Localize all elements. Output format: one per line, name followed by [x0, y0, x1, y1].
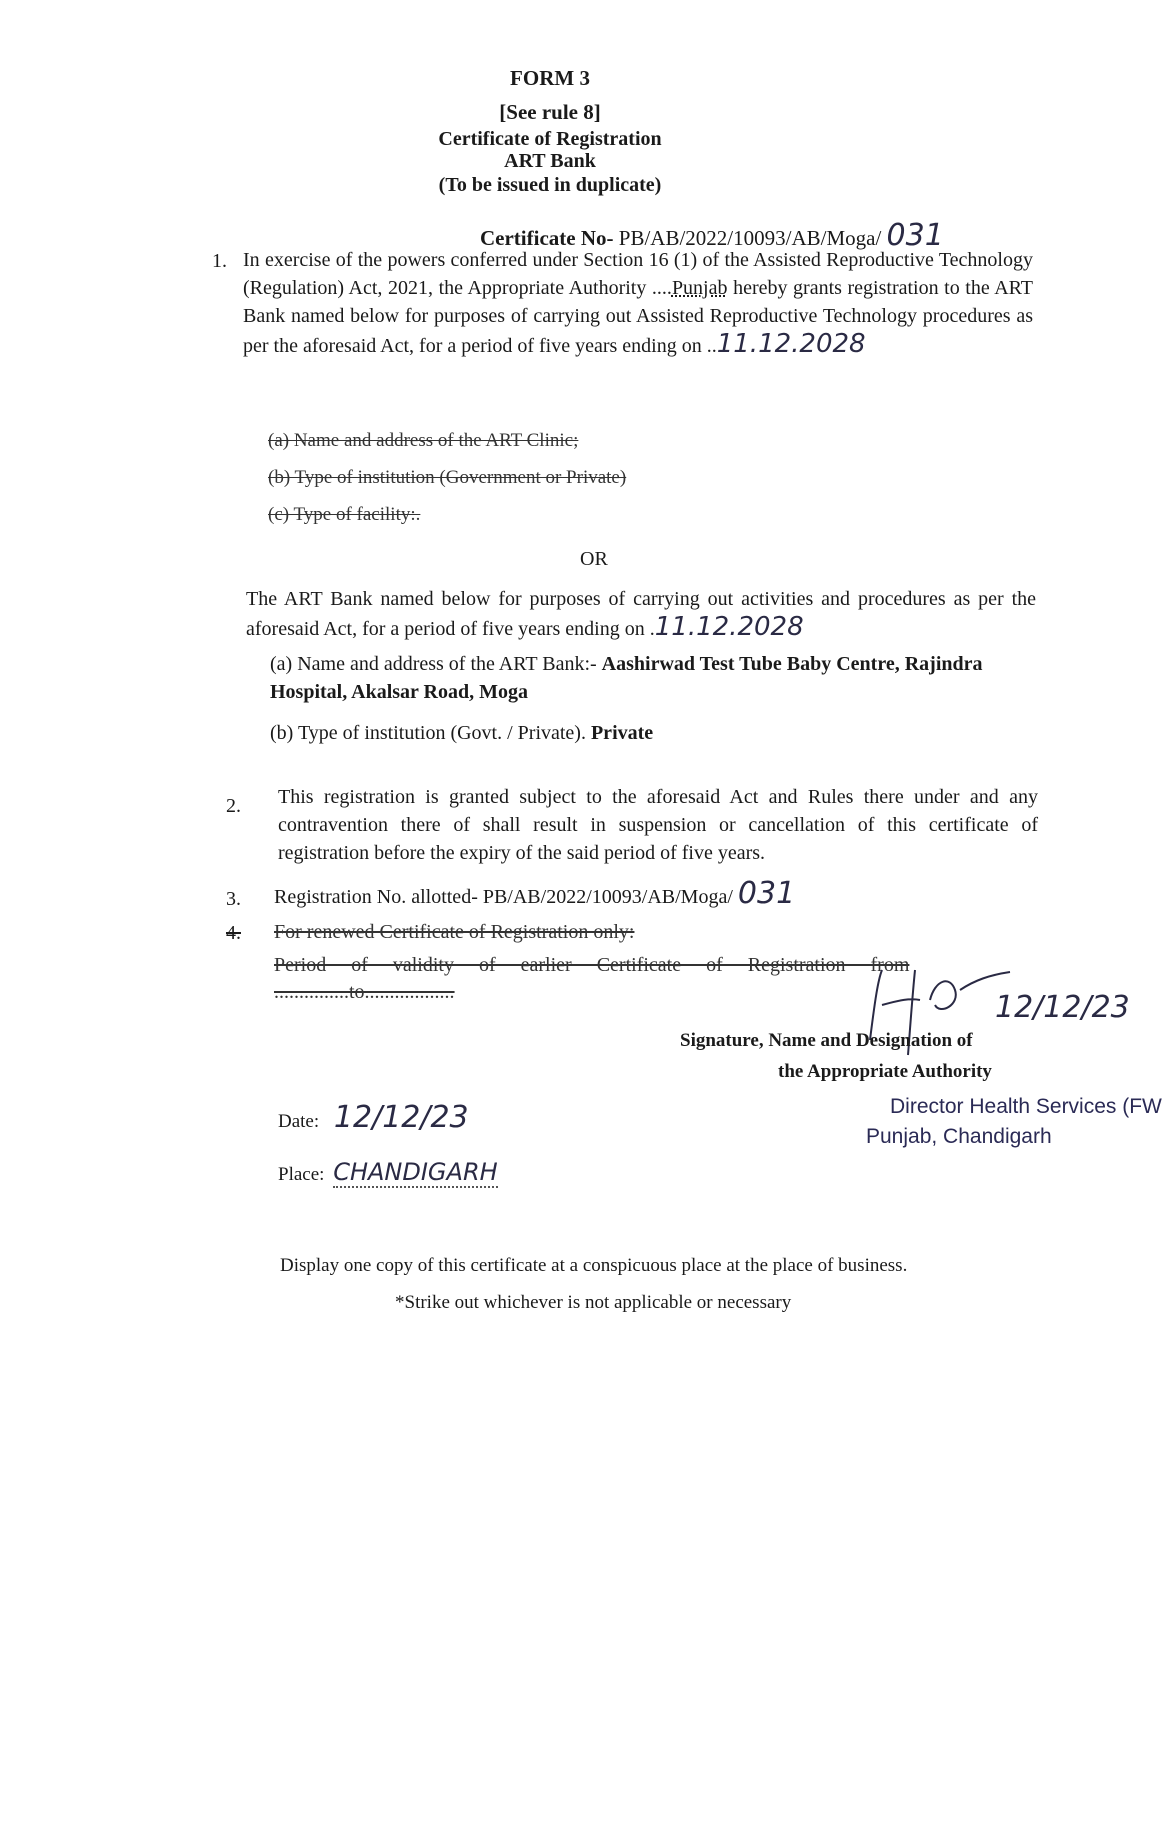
- date-label: Date:: [278, 1111, 320, 1132]
- section-4-number: 4.: [226, 922, 241, 944]
- authority-name: Punjab: [671, 277, 728, 299]
- alternate-text: [246, 585, 1036, 643]
- signature-date: 12/12/23: [995, 990, 1130, 1025]
- alternate-text-body: The ART Bank named below for purposes of carrying out activities and procedures as per the aforesaid Act, for a period of five years ending on .: [246, 588, 1036, 640]
- section-4-line-3: ...............to..................: [274, 981, 455, 1003]
- signature-label-line-2: the Appropriate Authority: [778, 1061, 992, 1082]
- certificate-label: Certificate No-: [480, 226, 614, 250]
- section-4-line-2: Period of validity of earlier Certificate of Registration from: [274, 954, 910, 976]
- signature-label-line-1: Signature, Name and Designation of: [680, 1030, 973, 1051]
- registration-number: Registration No. allotted- PB/AB/2022/10093/AB/Moga/: [274, 886, 733, 908]
- item-b-institution: [270, 719, 1040, 747]
- place-field: [278, 1158, 498, 1186]
- section-3-text: [274, 876, 1054, 911]
- section-4-line-1: For renewed Certificate of Registration only:: [274, 921, 635, 943]
- item-a-art-bank: [270, 650, 1040, 706]
- item-b-label: (b) Type of institution (Govt. / Private).: [270, 722, 591, 744]
- section-2-text: This registration is granted subject to the aforesaid Act and Rules there under and any contravention there of shall result in suspension or cancellation of this certificate of registration before the expiry of the said period of five years.: [278, 786, 1038, 864]
- art-bank-name: Aashirwad Test Tube Baby Centre, Rajindra Hospital, Akalsar Road, Moga: [270, 653, 983, 703]
- date-value: 12/12/23: [333, 1100, 469, 1135]
- document-title: Certificate of Registration: [438, 128, 662, 150]
- date-field: [278, 1100, 469, 1135]
- section-1-text: [243, 246, 1033, 360]
- form-number: FORM 3: [510, 66, 590, 90]
- section-2-number: 2.: [226, 795, 241, 817]
- section-1-text-b: hereby grants registration to the ART Bank named below for purposes of carrying out Assisted Reproductive Technology procedures as per the aforesaid Act, for a period of five years ending on ..: [243, 277, 1033, 357]
- institution-type: Private: [590, 722, 654, 744]
- section-1-end-date: 11.12.2028: [716, 329, 866, 359]
- place-label: Place:: [278, 1164, 325, 1185]
- display-instruction: Display one copy of this certificate at a conspicuous place at the place of business.: [280, 1255, 908, 1276]
- struck-item-a: (a) Name and address of the ART Clinic;: [268, 430, 579, 451]
- certificate-number-value: PB/AB/2022/10093/AB/Moga/: [618, 226, 882, 250]
- rule-reference: [See rule 8]: [499, 100, 601, 124]
- struck-item-c: (c) Type of facility:.: [268, 504, 421, 525]
- place-value: CHANDIGARH: [333, 1158, 498, 1186]
- section-1-text-a: In exercise of the powers conferred under Section 16 (1) of the Assisted Reproductive Technology (Regulation) Act, 2021, the Appropriate Authority ....: [243, 249, 1033, 299]
- duplicate-note: (To be issued in duplicate): [438, 174, 662, 196]
- or-separator: OR: [580, 548, 608, 570]
- stamp-location: Punjab, Chandigarh: [866, 1125, 1052, 1148]
- strike-out-note: *Strike out whichever is not applicable or necessary: [395, 1292, 792, 1313]
- item-a-label: (a) Name and address of the ART Bank:-: [270, 653, 602, 675]
- alternate-end-date: 11.12.2028: [654, 612, 804, 642]
- section-3-number: 3.: [226, 888, 241, 910]
- certificate-handwritten-suffix: 031: [886, 218, 944, 253]
- section-1-number: 1.: [212, 250, 227, 272]
- registration-handwritten-suffix: 031: [737, 876, 796, 911]
- document-subtitle: ART Bank: [504, 150, 596, 172]
- struck-item-b: (b) Type of institution (Government or Private): [268, 467, 627, 488]
- stamp-designation: Director Health Services (FW: [890, 1095, 1162, 1118]
